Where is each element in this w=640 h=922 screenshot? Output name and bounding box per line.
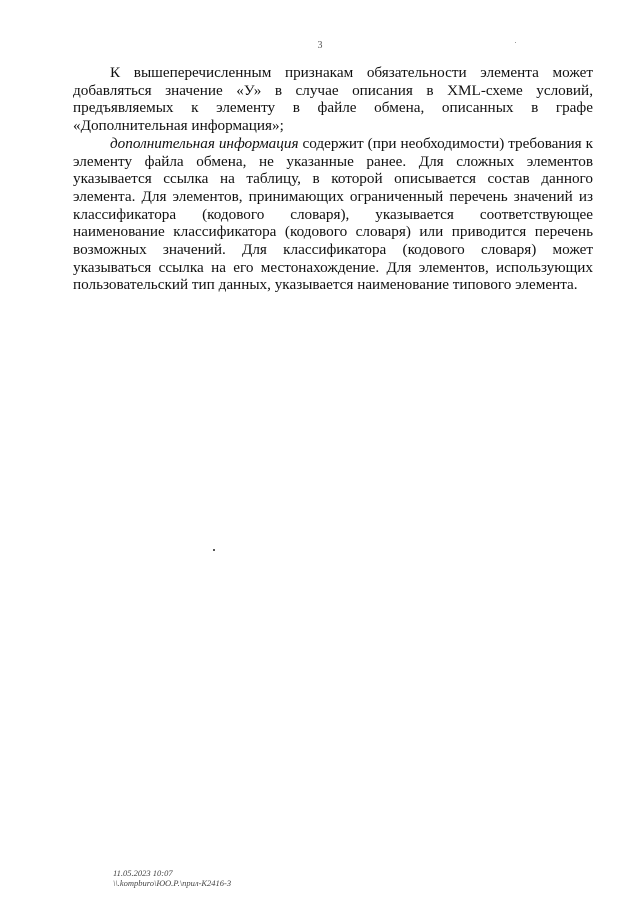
paragraph-text: содержит (при необходимости) требования к элементу файла обмена, не указанные ранее. Для сложных элементов указывается ссылка на таблицу, в которой описывается состав данного элемента. Для элементов, принимающих ограниченный перечень значений из классификатора (кодового словаря), указывается соответствующее наименование классификатора (кодового словаря) или приводится перечень возможных значений. Для классификатора (кодового словаря) может указываться ссылка на его местонахождение. Для элементов, использующих пользовательский тип данных, указывается наименование типового элемента. xyxy=(73,134,593,294)
paragraph xyxy=(73,64,593,135)
page-number: 3 xyxy=(317,40,323,51)
scan-speck xyxy=(213,549,215,551)
document-footer xyxy=(113,868,231,888)
term-italic: дополнительная информация xyxy=(110,134,299,152)
paragraph-text: К вышеперечисленным признакам обязательности элемента может добавляться значение «У» в случае описания в XML-схеме условий, предъявляемых к элементу в файле обмена, описанных в графе «Дополнительная информация»; xyxy=(73,64,593,135)
document-body xyxy=(73,64,593,294)
footer-file-path: \\.kompburo\ЮО.Р.\прил-К2416-3 xyxy=(113,878,232,888)
scan-speck xyxy=(515,42,516,43)
footer-timestamp: 11.05.2023 10:07 xyxy=(113,868,173,878)
paragraph xyxy=(73,135,593,294)
